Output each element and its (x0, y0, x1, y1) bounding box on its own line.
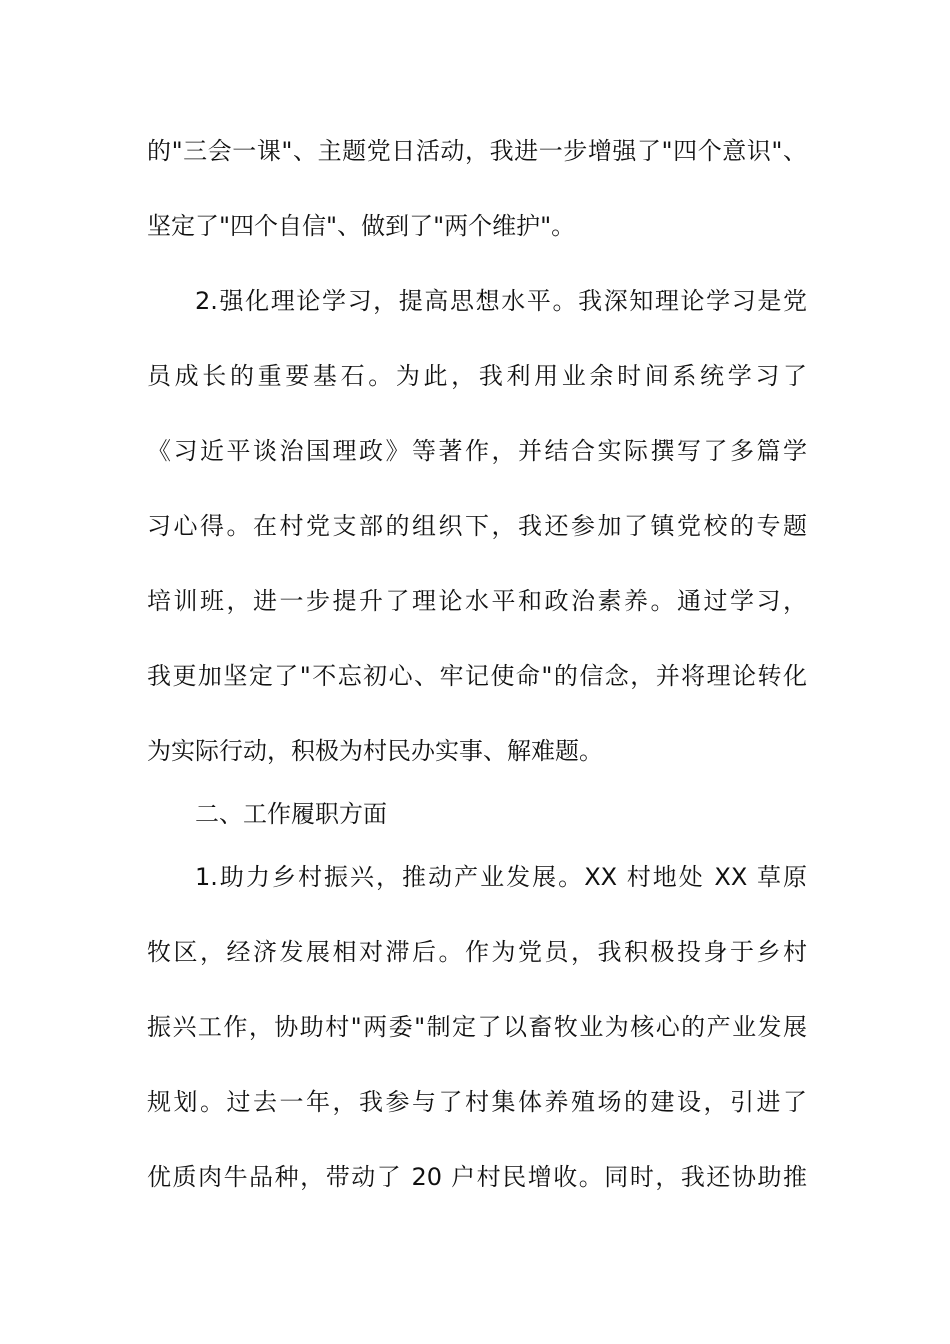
paragraph-line: 为实际行动，积极为村民办实事、解难题。 (147, 737, 603, 765)
paragraph-line: 《习近平谈治国理政》等著作，并结合实际撰写了多篇学 (147, 437, 807, 465)
paragraph-line: 2.强化理论学习，提高思想水平。我深知理论学习是党 (195, 287, 807, 315)
paragraph-line: 规划。过去一年，我参与了村集体养殖场的建设，引进了 (147, 1088, 807, 1116)
paragraph-line: 牧区，经济发展相对滞后。作为党员，我积极投身于乡村 (147, 938, 807, 966)
paragraph-line: 我更加坚定了"不忘初心、牢记使命"的信念，并将理论转化 (147, 662, 807, 690)
paragraph-line: 的"三会一课"、主题党日活动，我进一步增强了"四个意识"、 (147, 137, 807, 165)
paragraph-line: 培训班，进一步提升了理论水平和政治素养。通过学习， (147, 587, 807, 615)
paragraph-line: 优质肉牛品种，带动了 20 户村民增收。同时，我还协助推 (147, 1163, 807, 1191)
paragraph-line: 员成长的重要基石。为此，我利用业余时间系统学习了 (147, 362, 807, 390)
paragraph-line: 振兴工作，协助村"两委"制定了以畜牧业为核心的产业发展 (147, 1013, 807, 1041)
paragraph-line: 坚定了"四个自信"、做到了"两个维护"。 (147, 212, 576, 240)
paragraph-line: 习心得。在村党支部的组织下，我还参加了镇党校的专题 (147, 512, 807, 540)
section-heading: 二、工作履职方面 (195, 800, 387, 828)
paragraph-line: 1.助力乡村振兴，推动产业发展。XX 村地处 XX 草原 (195, 863, 807, 891)
